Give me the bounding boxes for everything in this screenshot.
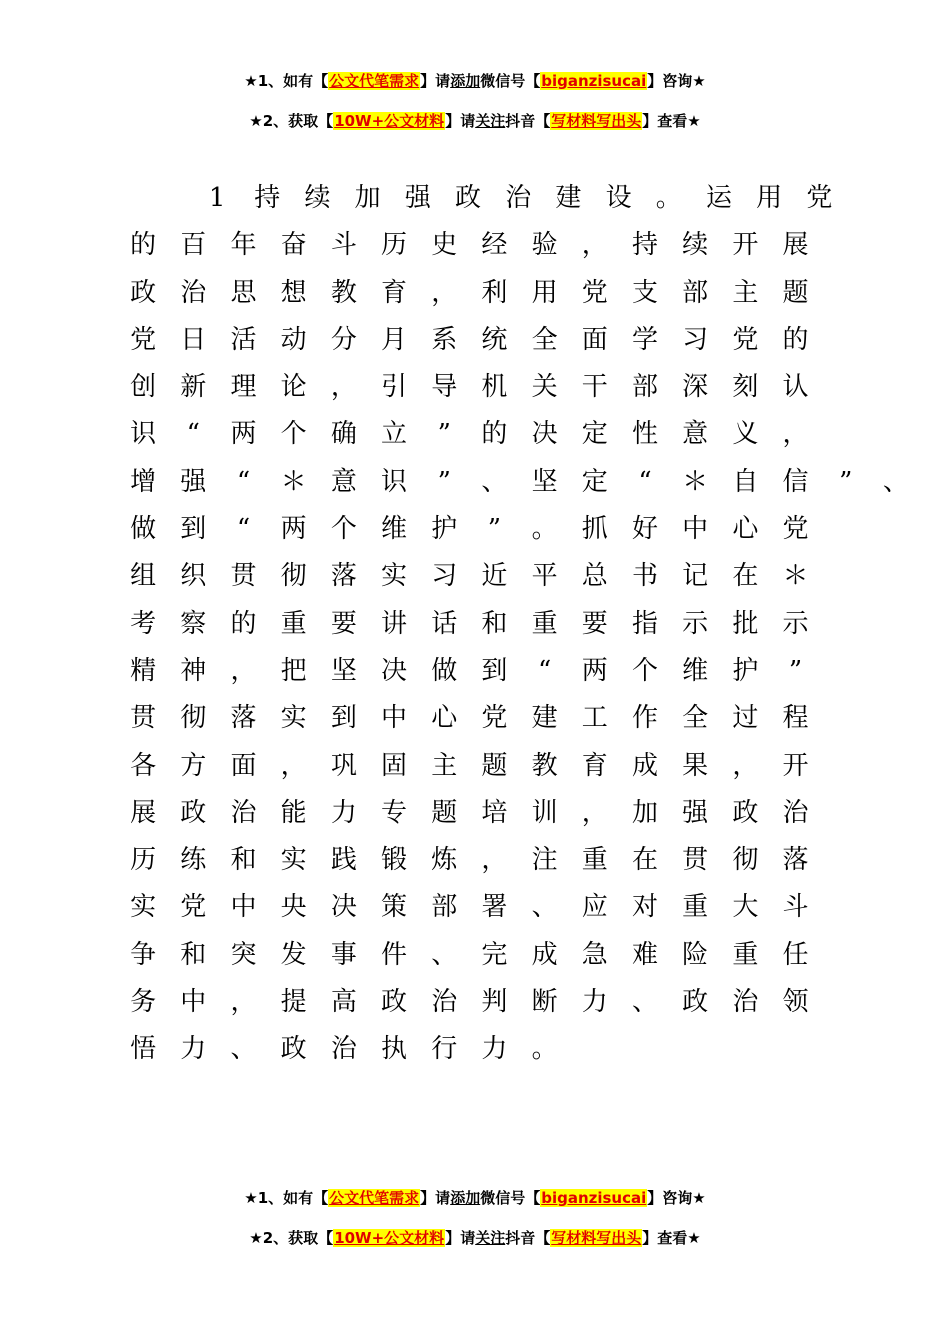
bottom-banner-line-1 bbox=[0, 1187, 950, 1209]
highlight-service: 公文代笔需求 bbox=[329, 72, 420, 90]
body-line: 识 “ 两 个 确 立 ” 的 决 定 性 意 义 ， bbox=[130, 419, 809, 450]
body-line: 组 织 贯 彻 落 实 习 近 平 总 书 记 在 ＊ bbox=[130, 561, 809, 592]
body-line: 贯 彻 落 实 到 中 心 党 建 工 作 全 过 程 bbox=[130, 703, 809, 734]
bottom-banner-line-2 bbox=[0, 1227, 950, 1249]
highlight-wechat-id: biganzisucai bbox=[541, 72, 647, 90]
banner-text: ★2、获取【 bbox=[249, 1229, 334, 1247]
banner-text: 】请 bbox=[445, 1229, 476, 1247]
body-line: 政 治 思 想 教 育 ， 利 用 党 支 部 主 题 bbox=[130, 277, 809, 308]
banner-text: 微信号【 bbox=[480, 1189, 541, 1207]
body-line: 考 察 的 重 要 讲 话 和 重 要 指 示 批 示 bbox=[130, 608, 809, 639]
banner-text: 】请 bbox=[420, 72, 451, 90]
highlight-service: 公文代笔需求 bbox=[329, 1189, 420, 1207]
body-line: 增 强 “ ＊ 意 识 ” 、 坚 定 “ ＊ 自 信 ” 、 bbox=[130, 466, 909, 497]
body-line: 实 党 中 央 决 策 部 署 、 应 对 重 大 斗 bbox=[130, 892, 809, 923]
body-line: 创 新 理 论 ， 引 导 机 关 干 部 深 刻 认 bbox=[130, 372, 809, 403]
top-banner-line-1 bbox=[0, 70, 950, 92]
body-line: 的 百 年 奋 斗 历 史 经 验 ， 持 续 开 展 bbox=[130, 230, 809, 261]
body-line: 精 神 ， 把 坚 决 做 到 “ 两 个 维 护 ” bbox=[130, 655, 803, 686]
banner-underlined: 关注 bbox=[475, 1229, 506, 1247]
banner-text: 】查看★ bbox=[642, 1229, 701, 1247]
highlight-wechat-id: biganzisucai bbox=[541, 1189, 647, 1207]
banner-text: 】咨询★ bbox=[647, 1189, 706, 1207]
banner-text: 】请 bbox=[420, 1189, 451, 1207]
banner-underlined: 添加 bbox=[450, 72, 481, 90]
banner-text: 抖音【 bbox=[505, 112, 551, 130]
body-line: 历 练 和 实 践 锻 炼 ， 注 重 在 贯 彻 落 bbox=[130, 845, 809, 876]
body-line: 做 到 “ 两 个 维 护 ” 。 抓 好 中 心 党 bbox=[130, 514, 809, 545]
highlight-materials: 10W+公文材料 bbox=[334, 112, 445, 130]
banner-text: ★1、如有【 bbox=[244, 72, 329, 90]
body-line: 党 日 活 动 分 月 系 统 全 面 学 习 党 的 bbox=[130, 324, 809, 355]
banner-text: 抖音【 bbox=[505, 1229, 551, 1247]
body-line: 务 中 ， 提 高 政 治 判 断 力 、 政 治 领 bbox=[130, 987, 809, 1018]
banner-text: 微信号【 bbox=[480, 72, 541, 90]
body-line: 展 政 治 能 力 专 题 培 训 ， 加 强 政 治 bbox=[130, 797, 809, 828]
top-banner-line-2 bbox=[0, 110, 950, 132]
banner-text: 】查看★ bbox=[642, 112, 701, 130]
banner-underlined: 关注 bbox=[475, 112, 506, 130]
body-line: 悟 力 、 政 治 执 行 力 。 bbox=[130, 1034, 558, 1065]
banner-text: 】请 bbox=[445, 112, 476, 130]
banner-text: 】咨询★ bbox=[647, 72, 706, 90]
body-line: 争 和 突 发 事 件 、 完 成 急 难 险 重 任 bbox=[130, 939, 809, 970]
body-line: 1 持 续 加 强 政 治 建 设 。 运 用 党 bbox=[208, 183, 833, 213]
highlight-materials: 10W+公文材料 bbox=[334, 1229, 445, 1247]
highlight-douyin: 写材料写出头 bbox=[551, 1229, 642, 1247]
document-body bbox=[118, 175, 909, 1074]
banner-underlined: 添加 bbox=[450, 1189, 481, 1207]
highlight-douyin: 写材料写出头 bbox=[551, 112, 642, 130]
banner-text: ★2、获取【 bbox=[249, 112, 334, 130]
banner-text: ★1、如有【 bbox=[244, 1189, 329, 1207]
body-line: 各 方 面 ， 巩 固 主 题 教 育 成 果 ， 开 bbox=[130, 750, 809, 781]
